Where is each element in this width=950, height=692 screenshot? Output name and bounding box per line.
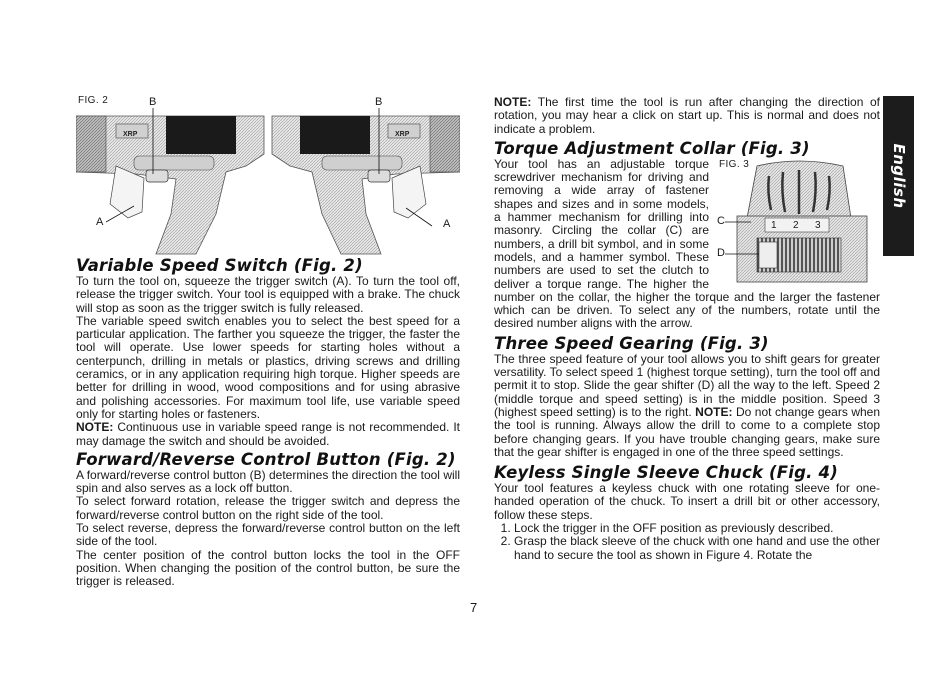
left-column — [76, 94, 460, 589]
gearing-paragraph — [494, 353, 880, 459]
callout-d: D — [717, 246, 725, 259]
callout-a-left: A — [96, 216, 104, 228]
forward-reverse-paragraph-2: To select forward rotation, release the trigger switch and depress the forward/reverse control button on the right side of the tool. — [76, 494, 460, 522]
chuck-paragraph: Your tool features a keyless chuck with one rotating sleeve for one-handed operation of the chuck. To insert a drill bit or other accessory, follow these steps. — [494, 481, 880, 522]
gearing-text-a: The three speed feature of your tool allows you to shift gears for greater versatility. To select speed 1 (highest torque setting), turn the tool off and permit it to stop. Slide the gear shifter (D) all the way to the left. Speed 2 (middle torque and speed setting) is in the middle position. Speed 3 (highest speed setting) is to the right. — [494, 351, 880, 419]
xrp-badge-left: XRP — [123, 131, 138, 138]
forward-reverse-paragraph-4: The center position of the control button locks the tool in the OFF position. When changing the position of the control button, be sure the trigger is released. — [76, 547, 460, 589]
right-column — [494, 96, 880, 562]
note-text: The first time the tool is run after changing the direction of rotation, you may hear a click on start up. This is normal and does not indicate a problem. — [494, 95, 880, 136]
figure-3 — [717, 158, 880, 286]
heading-torque-adjustment-collar: Torque Adjustment Collar (Fig. 3) — [494, 138, 810, 158]
note-label: NOTE: — [494, 95, 532, 109]
figure-3-label: FIG. 3 — [719, 158, 750, 170]
note-label: NOTE: — [76, 420, 114, 435]
variable-speed-paragraph-2: The variable speed switch enables you to select the best speed for a particular application. The farther you squeeze the trigger, the faster the tool will operate. Use lower speeds for starting holes without a centerpunch, drilling in metals or plastics, driving screws and drilling ceramics, or in any application requiring high torque. Higher speeds are better for drilling in wood, wood compositions and for using abrasive and polishing accessories. For maximum tool life, use variable speed only for starting holes or fasteners. — [76, 313, 460, 421]
gear-mark-3: 3 — [815, 219, 821, 231]
direction-note — [494, 96, 880, 136]
list-item: 2. Grasp the black sleeve of the chuck with one hand and use the other hand to secure the tool as shown in Figure 4. Rotate the — [514, 535, 880, 562]
language-tab-label: English — [889, 143, 908, 209]
variable-speed-note — [76, 421, 460, 448]
figure-2-label: FIG. 2 — [78, 95, 109, 106]
callout-b-left: B — [149, 96, 157, 108]
heading-forward-reverse-button: Forward/Reverse Control Button (Fig. 2) — [76, 449, 456, 469]
heading-variable-speed-switch: Variable Speed Switch (Fig. 2) — [76, 256, 363, 275]
callout-c: C — [717, 214, 725, 227]
xrp-badge-right: XRP — [395, 131, 410, 138]
note-text: Continuous use in variable speed range is not recommended. It may damage the switch and should be avoided. — [76, 420, 460, 448]
chuck-steps-list — [494, 522, 880, 562]
language-tab-english — [883, 96, 914, 256]
gear-mark-2: 2 — [793, 219, 799, 231]
figure-2 — [76, 94, 460, 256]
callout-b-right: B — [375, 96, 383, 108]
note-label: NOTE: — [695, 404, 733, 419]
heading-keyless-chuck: Keyless Single Sleeve Chuck (Fig. 4) — [494, 463, 838, 483]
callout-a-right: A — [443, 218, 451, 230]
gearing-text-b: Do not change gears when the tool is running. Always allow the drill to come to a complete stop before changing gears. If you have trouble changing gears, make sure that the gear shifter is engaged in one of the three speed settings. — [494, 404, 881, 459]
list-item: 1. Lock the trigger in the OFF position as previously described. — [514, 522, 880, 535]
heading-three-speed-gearing: Three Speed Gearing (Fig. 3) — [494, 333, 769, 353]
page-number: 7 — [470, 600, 478, 615]
variable-speed-paragraph-1: To turn the tool on, squeeze the trigger switch (A). To turn the tool off, release the trigger switch. Your tool is equipped with a brake. The chuck will stop as soon as the trigger switch is fully released. — [76, 274, 460, 315]
torque-paragraph: Your tool has an adjustable torque screwdriver mechanism for driving and removing a wide array of fastener shapes and sizes and in some models, a hammer mechanism for drilling into masonry. Circling the collar (C) are numbers, a drill bit symbol, and in some models, and a hammer symbol. These numbers are used to set the clutch to deliver a torque range. The higher the number on the collar, the higher the torque and the larger the fastener which can be driven. To select any of the numbers, rotate until the desired number aligns with the arrow. — [494, 156, 880, 331]
gear-mark-1: 1 — [771, 219, 777, 231]
forward-reverse-paragraph-3: To select reverse, depress the forward/reverse control button on the left side of the tool. — [76, 521, 460, 549]
forward-reverse-paragraph-1: A forward/reverse control button (B) determines the direction the tool will spin and also serves as a lock off button. — [76, 467, 460, 496]
drill-illustration-fig2 — [76, 94, 460, 256]
